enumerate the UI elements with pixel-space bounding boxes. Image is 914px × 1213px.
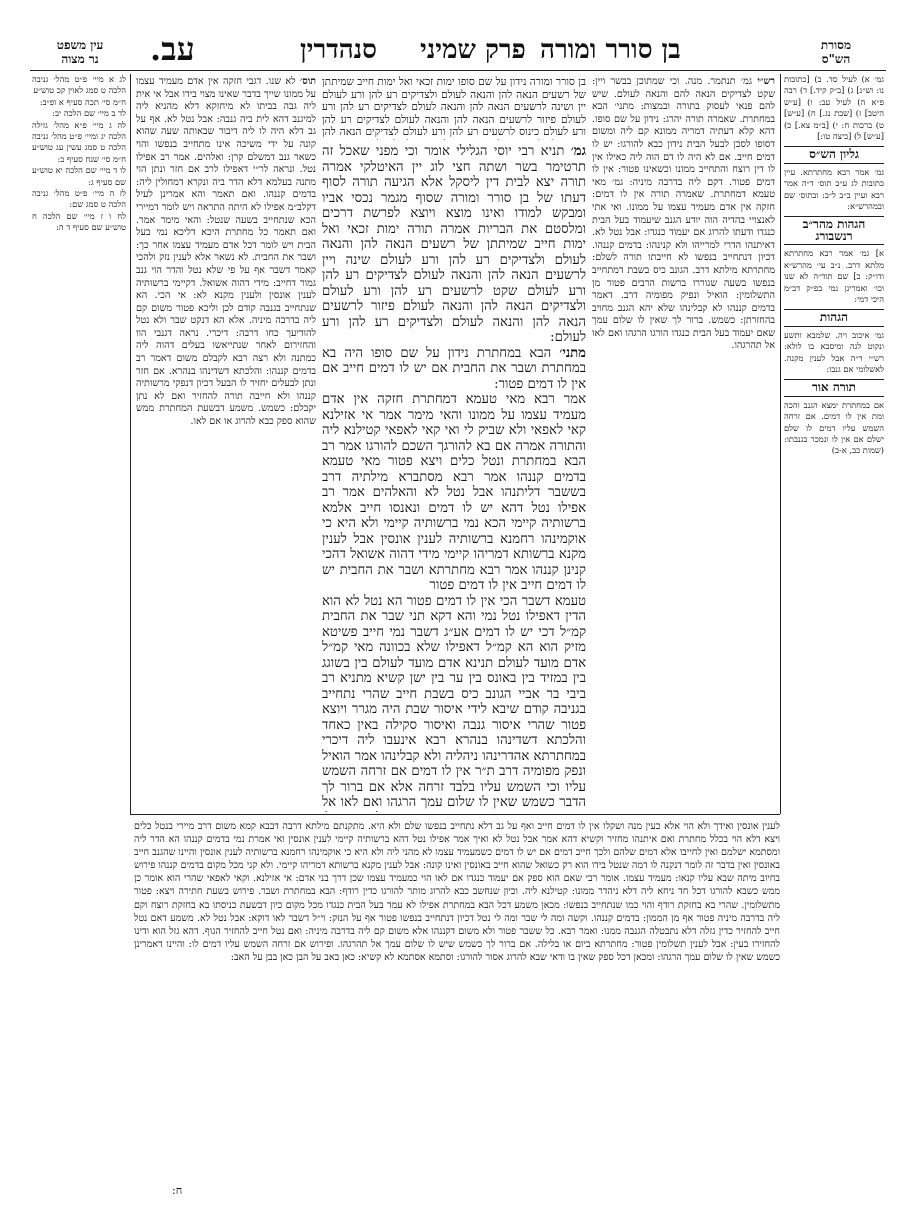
gilyon-hashas-text: גמ׳ אמר רבא מחתרתא. עיין כתובות לג ע״ב תוס׳ ד״ה אמר רבא ועיין ב״ב ל״ב: ובתוס׳ שם ובמהרש״א: (784, 166, 884, 212)
chapter-number: פרק שמיני (420, 35, 526, 65)
rashi-label: רש״י (757, 76, 775, 87)
daf-number: עב. (150, 30, 195, 68)
header-rule (30, 70, 886, 71)
hagahot2-text: גמ׳ איכוב ויה. שלמבא ותשע ונקוט לנה ומיסבא בו לולא: רש״י ד״ה אבל לענין מקנה. לאשלומי אם גנבו: (784, 329, 884, 374)
right-margin-column (784, 74, 884, 814)
bottom-commentary (134, 820, 780, 1180)
ein-mishpat-column (32, 74, 126, 314)
page-marker: ח: (172, 1184, 183, 1197)
tractate-name: סנהדרין (300, 35, 377, 65)
tosafot-text: לא שנו. דגבי חזקה אין אדם מעמיד עצמו על ממונו שייך בדבר שאינו מצוי בידו אבל אי אית ליה גבה בביתו לא מיחזקא דלא מהניא ליה למיגנב דהא לית ביה גנבה: אבל נטל לא. אף על גב דלא היה לו ליה דיבור שבאותה שעה שהוא קונה על ידי משיכה אינו מתחייב בנפשו והוי כשאר גנב דמשלם קרן: ואלהים. אמר רב אפילו נטל. ונראה לר״י דאפילו לרב אם חזר ונתן הוי מתנה בעלמא דלא הדר ביה ונקרא דמחולין ליה: בדמים קננהו. ואם תאמר והא אמרינן לעיל דקלב״מ אפילו לא היתה התראה ויש לומר דמיירי הכא שנתחייב בשעה שנטל: והאי מימר אמר. ואם תאמר כל מחתרת היכא דליכא נמי בעל הבית ויש לומר דכל אדם מעמיד עצמו אחר כך: ושבר את החבית. לא נשאר אלא לענין נזק ולהכי קאמר דשבר אף על פי שלא נטל והדר הוי גנב גמור דחייב: מידי דהוה אשואל. דקיימי ברשותיה לענין אונסין ולענין מקנא לא: אי הכי. הא שנתחייב בגנבה קודם לכן וליכא פטור משום קם ליה בדרבה מיניה. אלא הא דנקט שבר ולא נטל להודיעך כחו דרבה: דיכרי. נראה דגנבי הוו והחזירום לאחר שנתייאשו בעלים דהוה ליה כמתנה ולא רצה רבא לקבלם משום דאמר רב בדמים קננהו: והלכתא דשדינהו בנהרא. אם חזר ונתן לבעלים יחזיר לו הבעל דכיון דנפקי מרשותיה קננהו ולא חייבה תורה להחזיר ואם לא נתן יקבלם: כשמש. משמע דבשעת המחתרת ממש שהוא ספק כבא להרוג או אם לאו. (136, 76, 316, 428)
hagahot2-title: הגהות (784, 309, 884, 326)
ein-mishpat-entry: לו ד מיי׳ שם הלכה יא טוש״ע שם סעיף ג: (32, 165, 126, 187)
column-divider-left (130, 74, 131, 814)
hagahot-title: הגהות מהר״ב רנשבורג (784, 216, 884, 245)
gemara-part3: טעמא דשבר הכי אין לו דמים פטור הא נטל לא הוא הדין דאפילו נטל נמי והא דקא תני שבר את החבית קמ״ל דכי יש לו דמים אע״ג דשבר נמי חייב פשיטא מזיק הוא הא קמ״ל דאפילו שלא בכוונה מאי קמ״ל אדם מועד לעולם תנינא אדם מועד לעולם בין בשוגג בין במזיד בין באונס בין ער בין ישן קשיא מתניא רב ביבי בר אביי הגונב כיס בשבת חייב שהרי נתחייב בגניבה קודם שיבא לידי איסור שבת היה מגרר ויוצא פטור שהרי איסור גנבה ואיסור סקילה באין כאחד והלכתא דשדינהו בנהרא רבא אינעבו ליה דיכרי במחתרתא אהדרינהו ניהליה ולא קבלינהו אמר הואיל ונפק מפומיה דרב ת״ר אין לו דמים אם זרחה השמש עליו וכי השמש עליו בלבד זרחה אלא אם ברור לך הדבר כשמש שאין לו שלום עמך הרגהו ואם לאו אל (322, 593, 586, 810)
mishnah-block (322, 76, 586, 140)
ein-mishpat-entry: לג א מיי׳ פ״ט מהל׳ גניבה הלכה ט סמג לאוין קכ טוש״ע (32, 74, 126, 96)
ein-mishpat-entry: לד ב מיי׳ שם הלכה יב: (52, 108, 126, 119)
rashi-text: גמ׳ תנתמר. מנה. וכי שמתוכן בבשר ויין: שקט לצדיקים הנאה להם והנאה לעולם. שיש להם פנאי לעסוק בתורה ובמצות: מתני׳ הבא במחתרת. שאמרה תורה יהרג: נידון על שם סופו. דהא קלא דעתיה דמריה ממונא קם ליה ומשום דסופו לסכן לבעל הבית נידון כבא להורגו: יש לו דמים חייב. אם לא היה לו דם הוה ליה כאילו אין לו דין רוצח והתחייב ממונו וכשאינו פטור: אין לו דמים פטור. דקם ליה בדרבה מיניה: גמ׳ מאי טעמא דמחתרת. שאמרה תורה אין לו דמים: חזקה אין אדם מעמיד עצמו על ממונו. ואי אתי לאנצויי בהדיה הוה יודע הגנב שיעמוד בעל הבית כנגדו ודעתו להרוג אם יעמוד כנגדו: אבל נטל לא. דאיתנהו הדרי למרייהו ולא קנינהו: בדמים קננהו. דכיון דנתחייב בנפשו לא חייבתו תורה לשלם: מחתרתא מילתא דרב. הגונב כיס בשבת דמתחייב בנפשו בשעה שגוררו ברשות הרבים פטור מן התשלומין: הואיל ונפיק מפומיה דרב. דאמר בדמים קננהו לא קבלינהו שלא יהא הגנב מחויב בהחזרתן: כשמש. ברור לך שאין לו שלום עמך שאם יעמוד בעל הבית כנגדו הורגו הרגהו ואם לאו אל תהרגהו. (592, 76, 775, 352)
bottom-commentary-text: לענין אונסין ואידך ולא הוי אלא כעין מנה ושקלו אין לו דמים חייב ואף על גב דלא נתחייב בנפשו שלם ולא היא. מתקנתם מילתא דרבה דבבא קמא משום דרב מיירי בנטל כלים ויצא דלא הוי בכלל מחתרת ואם איתנהו מחזיר וקשיא דהא אמר אבל נטל לא ואיך אמר אפילו נטל דהא ברשותיה קיימי לענין אונסין ואי אמרת נמי בדמים קננהו הא הדר ליה ומסתמא ישלמם ואין לחייבו אלא דמים שלהם ולכך חייב דמים אם יש לו דמים כשמעמיד עצמו לא מהני ליה ולא היא כי אוקמינהו רחמנא ברשותיה לענין אונסין והיינו שהגנב חייב באונסין ואין בדבר זה לומר דנקנה לו דמה שנטל בידו הוא רק כשואל שהוא חייב באונסין ואינו קונה: אבל לענין מקנא ברשותא דמריהו קיימי. ולא קני מכל מקום בדמים קננהו פירוש בחיוב מיתה שבא עליו קנאו: מעמיד עצמו. אומר רבי שאם הוא ספק אם יעמוד כנגדו אם לאו הוי כמעמיד עצמו שכן דרך בני אדם: אי אזילנא. וקאי לאפאי שהרי הוא אומר כן ממש כשבא להורגו דכל חד ניחא ליה דלא ניהדר ממונו: קטילנא ליה. וכיון שנחשב כבא להרוג מותר להורגו כדין רודף: הבא במחתרת ושבר. פירוש בשעת חתירה ויצא: פטור מתשלומין. שהרי בא בחזקת רודף והוי כמו שנתחייב בנפשו: מכאן משמע דכל הבא במחתרת אפילו לא עמד בעל הבית כנגדו מכל מקום כיון דבשעת כניסתו בא בחזקת רוצח וקם ליה בדרבה מיניה פטור אף מן הממון: בדמים קננהו. וקשה ומה לי שבר ומה לי נטל דכיון דנתחייב בנפשו פטור אף על הנזק: וי״ל דשבר לאו דוקא: אבל נטל לא. משמע דאם נטל חייב להחזיר כדין גזלה דלא נתבטלה הגנבה ממנו: ואמר רבא. כל ששבר פטור ולא משום דקננהו אלא משום קם ליה בדרבה מיניה: ואם נטל חייב להחזיר הגוף. דהא גזל הוא ודינו להחזירו בעין: אבל לענין תשלומין פטור: מחתרתא ביום או בלילה. אם ברור לך כשמש שיש לו שלום עמך אל תהרגהו. ופירוש אם זרחה השמש עליו דמים לו: והיינו דאמרינן כשמש שאין לו שלום עמך הרגהו: ומכאן דכל ספק שאין בו ודאי שבא להרוג אסור להורגו: וסתמא אסתמא לא קשיא: כאן באב על הבן כאן בבן על האב: (134, 821, 780, 963)
gemara-label: גמ׳ (570, 144, 586, 159)
masoret-hashas-title: מסורת הש"ס (820, 38, 852, 66)
column-divider-right (780, 74, 781, 814)
ein-mishpat-entry: לח ו ז מיי׳ שם הלכה ח טוש״ע שם סעיף ד ה: (32, 210, 126, 233)
mishnah-text: בן סורר ומורה נידון על שם סופו ימות זכאי ואל ימות חייב שמיתתן של רשעים הנאה להן והנאה לעולם ולצדיקים רע להן ורע לעולם יין ושינה לרשעים הנאה להן והנאה לעולם לצדיקים רע להן ורע לעולם פיזור לרשעים הנאה להן והנאה לעולם לצדיקים רע להן ורע לעולם כינוס לרשעים רע להן ורע לעולם לצדיקים הנאה להן (322, 76, 586, 139)
hagahot-text: א] גמ׳ אמר רבא מחתרתא מלתא דרב. נ״ב עי׳ מהרש״א ודו״ק: ב] שם תוד״ה לא שנו וכו׳ ואמרינן נמי בפ״ק דב״מ היכי דמי: (784, 248, 884, 304)
tosafot-left-column (136, 76, 316, 810)
gilyon-hashas-title: גליון הש״ס (784, 146, 884, 163)
gemara-part1: תניא רבי יוסי הגלילי אומר וכי מפני שאכל זה תרטימר בשר ושתה חצי לוג יין האיטלקי אמרה תורה יצא לבית דין ליסקל אלא הגיעה תורה לסוף דעתו של בן סורר ומורה שסוף מגמר נכסי אביו ומבקש למודו ואינו מוצא ויוצא לפרשת דרכים ומלסטם את הבריות אמרה תורה ימות זכאי ואל ימות חייב שמיתתן של רשעים הנאה להן והנאה לעולם ולצדיקים רע להן ורע לעולם שינה ויין לרשעים הנאה להן והנאה לעולם לצדיקים רע להן ורע לעולם שקט לרשעים רע להן ורע לעולם ולצדיקים הנאה להן והנאה לעולם פיזור לרשעים הנאה להן והנאה לעולם ולצדיקים רע להן ורע לעולם: (322, 144, 586, 345)
bottom-section-rule (130, 814, 780, 815)
ein-mishpat-title: עין משפט נר מצוה (56, 38, 104, 66)
gemara-column (322, 144, 586, 812)
gemara-part2: אמר רבא מאי טעמא דמחתרת חזקה אין אדם מעמיד עצמו על ממונו והאי מימר אמר אי אזילנא קאי לאפאי ולא שביק לי ואי קאי לאפאי קטילנא ליה והתורה אמרה אם בא להורגך השכם להורגו אמר רב הבא במחתרת ונטל כלים ויצא פטור מאי טעמא בדמים קננהו אמר רבא מסתברא מילתיה דרב בששבר דליתנהו אבל נטל לא והאלהים אמר רב אפילו נטל דהא יש לו דמים ונאנסו חייב אלמא ברשותיה קיימי הכא נמי ברשותיה קיימי ולא היא כי אוקמינהו רחמנא ברשותיה לענין אונסין אבל לענין מקנא ברשותא דמריהו קיימי מידי דהוה אשואל דהכי קנינן קננהו אמר רבא מחתרתא ושבר את החבית יש לו דמים חייב אין לו דמים פטור (322, 392, 586, 593)
masoret-hashas-text: גמ׳ א) לעיל סד. ב) [כתובות נו: וש״נ] ג) [ב״ק קיד.] ד) רבה פ״א ה) לעיל עב: ו) [ע״ש היטב] ז) [שבת נג.] ח) [ע״ש] ט) ברכות ח: י) [ב״מ צא.] כ) [ע״ש] ל) [ביצה טו:] (784, 74, 884, 142)
mishnah2-text: הבא במחתרת נידון על שם סופו היה בא במחתרת ושבר את החבית אם יש לו דמים חייב אם אין לו דמים פטור: (322, 345, 586, 392)
ein-mishpat-entry: לה ג מיי׳ פ״א מהל׳ גזילה הלכה יג ומיי׳ פ״ט מהל׳ גניבה הלכה ט סמג עשין עג טוש״ע ח״מ סי׳ שנח סעיף ב: (32, 119, 126, 164)
mishnah-label: מתני׳ (559, 345, 586, 361)
torah-or-title: תורה אור (784, 379, 884, 396)
ein-mishpat-entry: ח״מ סי׳ תכה סעיף א ופ״ב: (39, 96, 126, 107)
ein-mishpat-entry: לז ה מיי׳ פ״ט מהל׳ גניבה הלכה ט סמג שם: (32, 188, 126, 210)
tosafot-label: תוס׳ (300, 76, 316, 87)
tosafot-column (592, 76, 775, 810)
chapter-name: בן סורר ומורה (540, 35, 681, 65)
torah-or-text: אם במחתרת ימצא הגנב והכה ומת אין לו דמים. אם זרחה השמש עליו דמים לו שלם ישלם אם אין לו ונמכר בגנבתו: (שמות כב, א-ב) (784, 399, 884, 456)
